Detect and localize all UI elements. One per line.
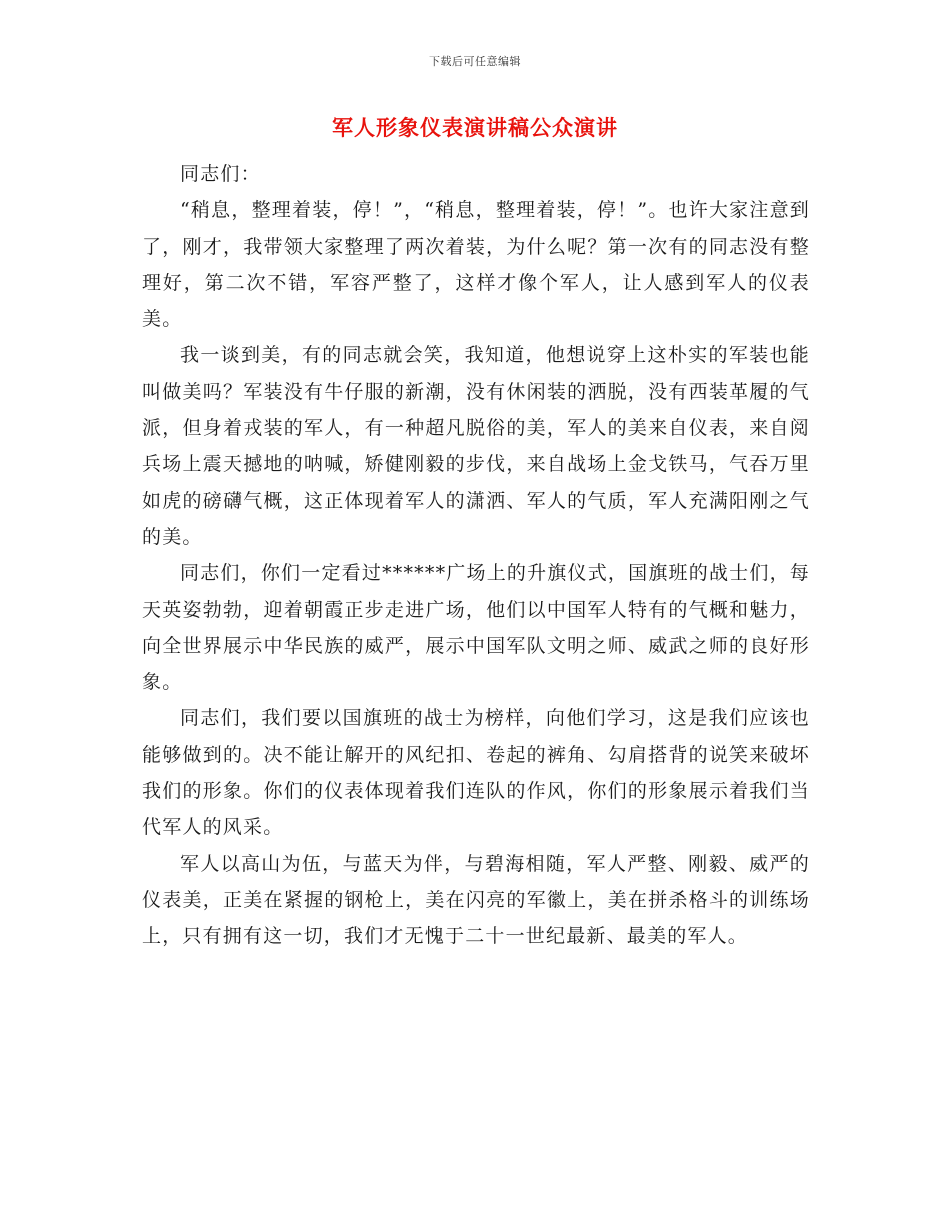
paragraph: “稍息，整理着装，停！”，“稍息，整理着装，停！”。也许大家注意到了，刚才，我带领大家整理了两次着装，为什么呢？第一次有的同志没有整理好，第二次不错，军容严整了，这样才像个军人，让人感到军人的仪表美。 <box>142 199 810 331</box>
paragraph: 同志们，你们一定看过******广场上的升旗仪式，国旗班的战士们，每天英姿勃勃，迎着朝霞正步走进广场，他们以中国军人特有的气概和魅力，向全世界展示中华民族的威严，展示中国军队文明之师、威武之师的良好形象。 <box>142 562 810 694</box>
document-body <box>142 156 810 955</box>
paragraph: 军人以高山为伍，与蓝天为伴，与碧海相随，军人严整、刚毅、威严的仪表美，正美在紧握的钢枪上，美在闪亮的军徽上，美在拼杀格斗的训练场上，只有拥有这一切，我们才无愧于二十一世纪最新、最美的军人。 <box>142 852 810 948</box>
paragraph-salutation: 同志们： <box>180 163 261 185</box>
page-header-note: 下载后可任意编辑 <box>429 55 521 68</box>
document-title: 军人形象仪表演讲稿公众演讲 <box>332 115 618 140</box>
paragraph: 我一谈到美，有的同志就会笑，我知道，他想说穿上这朴实的军装也能叫做美吗？军装没有牛仔服的新潮，没有休闲装的洒脱，没有西装革履的气派，但身着戎装的军人，有一种超凡脱俗的美，军人的美来自仪表，来自阅兵场上震天撼地的呐喊，矫健刚毅的步伐，来自战场上金戈铁马，气吞万里如虎的磅礴气概，这正体现着军人的潇洒、军人的气质，军人充满阳刚之气的美。 <box>142 344 810 548</box>
paragraph: 同志们，我们要以国旗班的战士为榜样，向他们学习，这是我们应该也能够做到的。决不能让解开的风纪扣、卷起的裤角、勾肩搭背的说笑来破坏我们的形象。你们的仪表体现着我们连队的作风，你们的形象展示着我们当代军人的风采。 <box>142 707 810 839</box>
